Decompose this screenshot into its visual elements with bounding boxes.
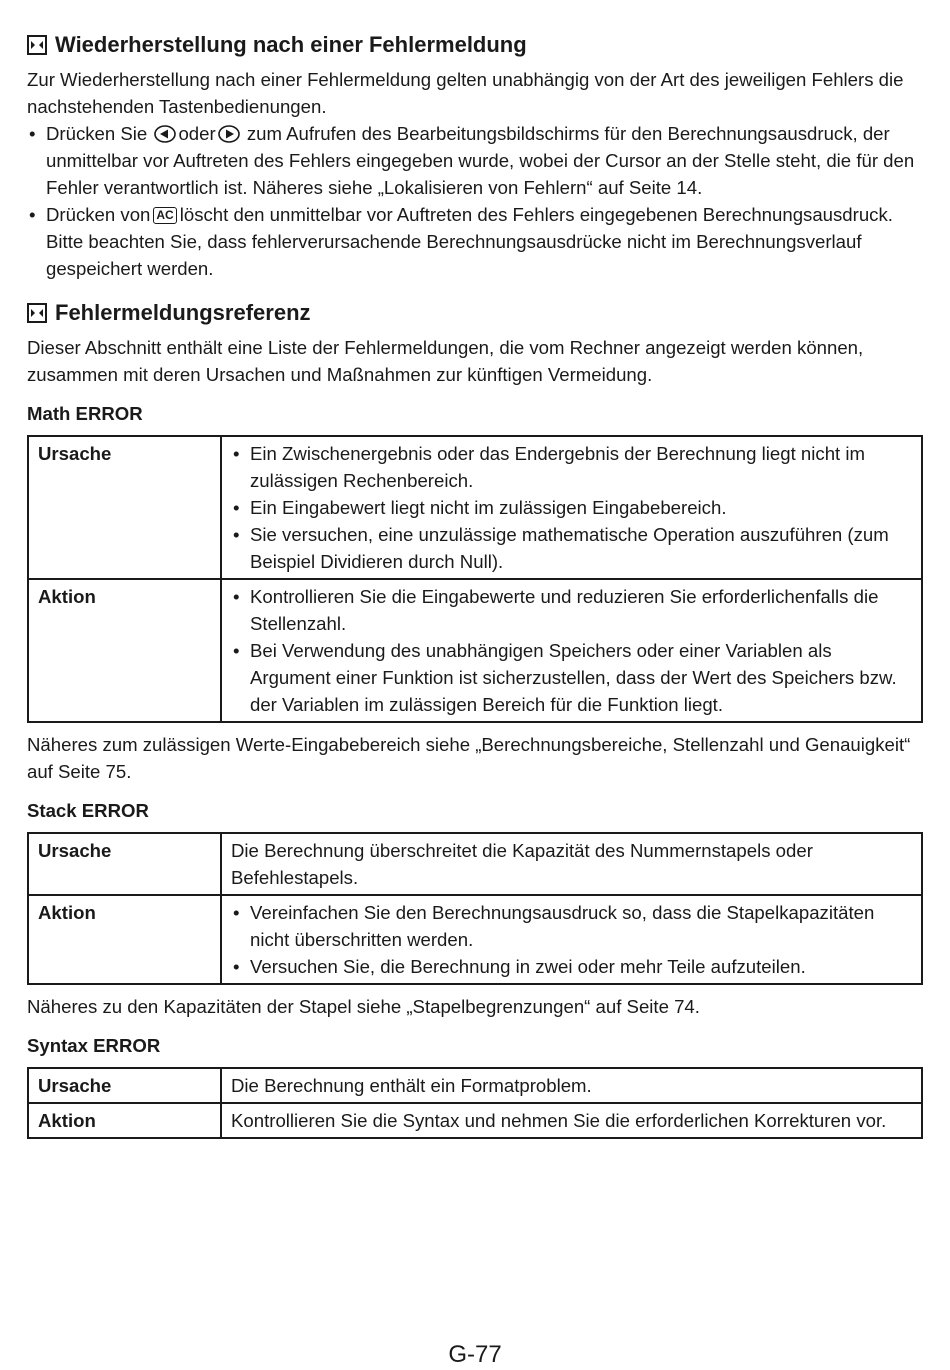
page-number: G-77	[448, 1341, 502, 1368]
row-content: Kontrollieren Sie die Syntax und nehmen Sie die erforderlichen Korrekturen vor.	[221, 1103, 922, 1138]
row-content: Die Berechnung überschreitet die Kapazität des Nummernstapels oder Befehlestapels.	[221, 833, 922, 895]
list-item: • Bei Verwendung des unabhängigen Speichers oder einer Variablen als Argument einer Funktion ist sicherzustellen, dass der Wert des Speichers bzw. der Variablen im zulässigen Bereich für die Funktion liegt.	[231, 637, 911, 718]
error-title-math: Math ERROR	[27, 403, 143, 424]
row-content	[221, 579, 922, 722]
section-title: Wiederherstellung nach einer Fehlermeldung	[55, 32, 527, 57]
row-label: Ursache	[28, 436, 221, 579]
section-intro: Zur Wiederherstellung nach einer Fehlermeldung gelten unabhängig von der Art des jeweiligen Fehlers die nachstehenden Tastenbedienungen.	[27, 69, 904, 117]
row-label: Ursache	[28, 1068, 221, 1103]
table-row	[28, 436, 922, 579]
section-marker-icon	[27, 303, 47, 323]
table-row	[28, 833, 922, 895]
error-table-syntax	[27, 1067, 923, 1139]
row-label: Ursache	[28, 833, 221, 895]
note: Näheres zu den Kapazitäten der Stapel siehe „Stapelbegrenzungen“ auf Seite 74.	[27, 996, 700, 1017]
row-label: Aktion	[28, 895, 221, 984]
row-content: Die Berechnung enthält ein Formatproblem.	[221, 1068, 922, 1103]
list-item: • Versuchen Sie, die Berechnung in zwei oder mehr Teile aufzuteilen.	[231, 953, 911, 980]
error-title-syntax: Syntax ERROR	[27, 1035, 161, 1056]
row-content	[221, 436, 922, 579]
list-item: • Kontrollieren Sie die Eingabewerte und reduzieren Sie erforderlichenfalls die Stellenzahl.	[231, 583, 911, 637]
ac-key-icon: AC	[153, 207, 176, 224]
recovery-list	[27, 120, 923, 282]
table-row	[28, 1068, 922, 1103]
error-table-stack	[27, 832, 923, 985]
bullet-text: Drücken Sie	[46, 123, 148, 144]
list-item: • Ein Eingabewert liegt nicht im zulässigen Eingabebereich.	[231, 494, 911, 521]
list-item	[27, 201, 923, 282]
section-heading-recovery	[27, 30, 923, 60]
right-arrow-key-icon	[218, 125, 240, 143]
section-intro: Dieser Abschnitt enthält eine Liste der Fehlermeldungen, die vom Rechner angezeigt werden können, zusammen mit deren Ursachen und Maßnahmen zur künftigen Vermeidung.	[27, 337, 864, 385]
bullet-text: zum Aufrufen des Bearbeitungsbildschirms für den Berechnungsausdruck, der unmittelbar vor Auftreten des Fehlers eingegeben wurde, wobei der Cursor an der Stelle steht, die für den Fehler verantwortlich ist. Näheres siehe „Lokalisieren von Fehlern“ auf Seite 14.	[46, 123, 915, 198]
list-item: • Sie versuchen, eine unzulässige mathematische Operation auszuführen (zum Beispiel Dividieren durch Null).	[231, 521, 911, 575]
section-title: Fehlermeldungsreferenz	[55, 300, 311, 325]
list-item	[27, 120, 923, 201]
table-row	[28, 1103, 922, 1138]
note: Näheres zum zulässigen Werte-Eingabebereich siehe „Berechnungsbereiche, Stellenzahl und Genauigkeit“ auf Seite 75.	[27, 734, 911, 782]
section-heading-reference	[27, 298, 923, 328]
bullet-text: oder	[178, 123, 216, 144]
table-row	[28, 895, 922, 984]
row-content	[221, 895, 922, 984]
row-label: Aktion	[28, 1103, 221, 1138]
left-arrow-key-icon	[154, 125, 176, 143]
list-item: • Ein Zwischenergebnis oder das Endergebnis der Berechnung liegt nicht im zulässigen Rechenbereich.	[231, 440, 911, 494]
section-marker-icon	[27, 35, 47, 55]
table-row	[28, 579, 922, 722]
bullet-text: Drücken von	[46, 204, 151, 225]
page-content	[27, 30, 923, 1139]
bullet-text: löscht den unmittelbar vor Auftreten des Fehlers eingegebenen Berechnungsausdruck. Bitte beachten Sie, dass fehlerverursachende Berechnungsausdrücke nicht im Berechnungsverlauf gespeichert werden.	[46, 204, 893, 279]
list-item: • Vereinfachen Sie den Berechnungsausdruck so, dass die Stapelkapazitäten nicht überschritten werden.	[231, 899, 911, 953]
error-table-math	[27, 435, 923, 723]
row-label: Aktion	[28, 579, 221, 722]
error-title-stack: Stack ERROR	[27, 800, 149, 821]
